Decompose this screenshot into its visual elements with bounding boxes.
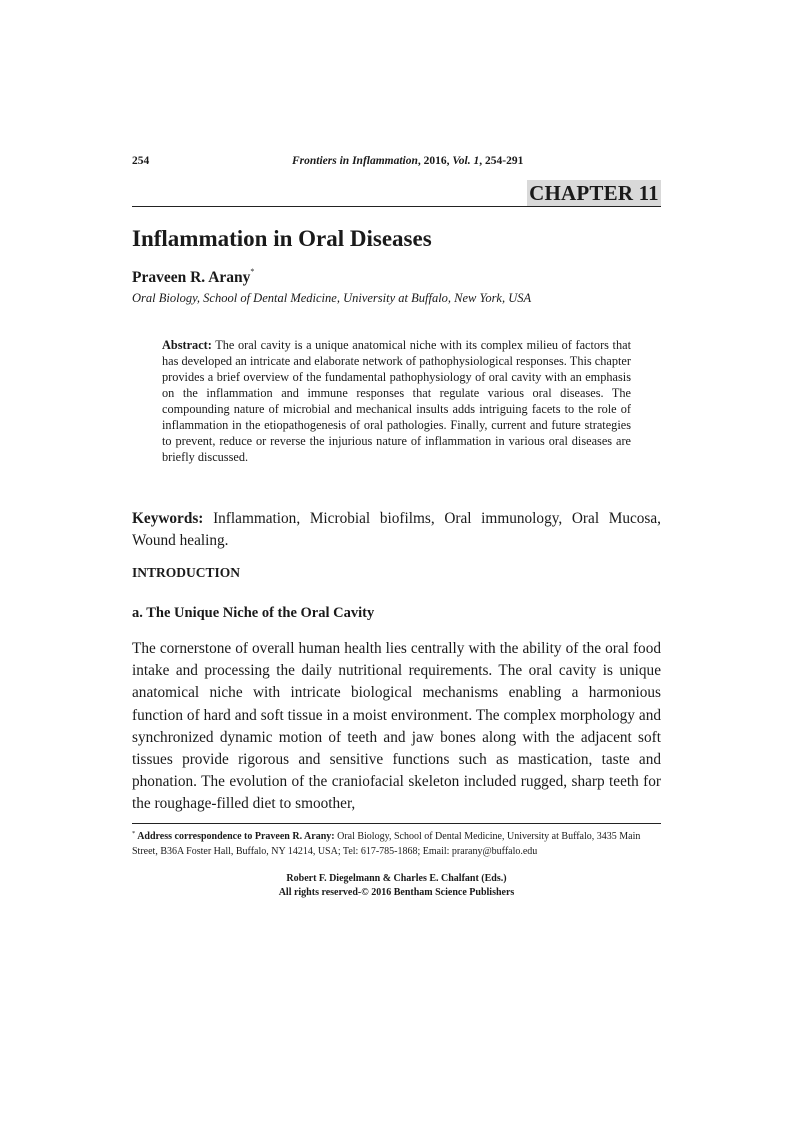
publisher-footer — [132, 872, 661, 900]
section-heading: INTRODUCTION — [132, 565, 241, 580]
chapter-title: Inflammation in Oral Diseases — [132, 226, 432, 251]
author-affiliation: Oral Biology, School of Dental Medicine, University at Buffalo, New York, USA — [132, 291, 532, 305]
journal-title: Frontiers in Inflammation — [292, 155, 418, 167]
running-header — [132, 155, 661, 171]
rights-line: All rights reserved-© 2016 Bentham Science Publishers — [278, 887, 515, 898]
footnote — [132, 826, 667, 859]
header-divider — [132, 206, 661, 207]
page-number: 254 — [132, 155, 150, 167]
keywords-block — [132, 508, 661, 552]
journal-citation — [292, 155, 523, 167]
abstract-block — [162, 337, 631, 465]
subsection-heading: a. The Unique Niche of the Oral Cavity — [132, 605, 375, 621]
abstract-text: The oral cavity is a unique anatomical niche with its complex milieu of factors that has developed an intricate and elaborate network of pathophysiological responses. This chapter provides a brief overview of the fundamental pathophysiology of oral cavity with an emphasis on the inflammation and immune responses that regulate various oral diseases. The compounding nature of microbial and mechanical insults adds intriguing facets to the role of inflammation in the etiopathogenesis of oral pathologies. Finally, current and future strategies to prevent, reduce or reverse the injurious nature of inflammation in various oral diseases are briefly discussed. — [162, 338, 631, 464]
author-name: Praveen R. Arany — [132, 269, 251, 286]
abstract-label: Abstract: — [162, 338, 212, 352]
footnote-text: Oral Biology, School of Dental Medicine, University at Buffalo, 3435 Main Street, B36A Foster Hall, Buffalo, NY 14214, USA; Tel: 617-785-1868; Email: prarany@buffalo.edu — [132, 831, 641, 857]
journal-pages: , 254-291 — [479, 155, 524, 167]
editors-line: Robert F. Diegelmann & Charles E. Chalfant (Eds.) — [286, 873, 507, 884]
footnote-divider — [132, 823, 661, 824]
journal-volume: Vol. 1 — [452, 155, 480, 167]
author-marker: * — [250, 267, 255, 276]
footnote-marker: * — [132, 830, 136, 837]
journal-year: , 2016, — [417, 155, 453, 167]
body-paragraph: The cornerstone of overall human health lies centrally with the ability of the oral food intake and processing the daily nutritional requirements. The oral cavity is unique anatomical niche with intricate biological mechanisms enabling a harmonious function of hard and soft tissue in a moist environment. The complex morphology and synchronized dynamic motion of teeth and jaw bones along with the adjacent soft tissues provide rigorous and sensitive functions such as mastication, taste and phonation. The evolution of the craniofacial skeleton included rugged, sharp teeth for the roughage-filled diet to smoother, — [132, 640, 661, 813]
keywords-label: Keywords: — [132, 510, 204, 527]
author-line — [132, 267, 254, 287]
chapter-label: CHAPTER 11 — [527, 180, 661, 206]
keywords-text: Inflammation, Microbial biofilms, Oral immunology, Oral Mucosa, Wound healing. — [132, 510, 661, 549]
footnote-label: Address correspondence to Praveen R. Arany: — [135, 831, 335, 842]
